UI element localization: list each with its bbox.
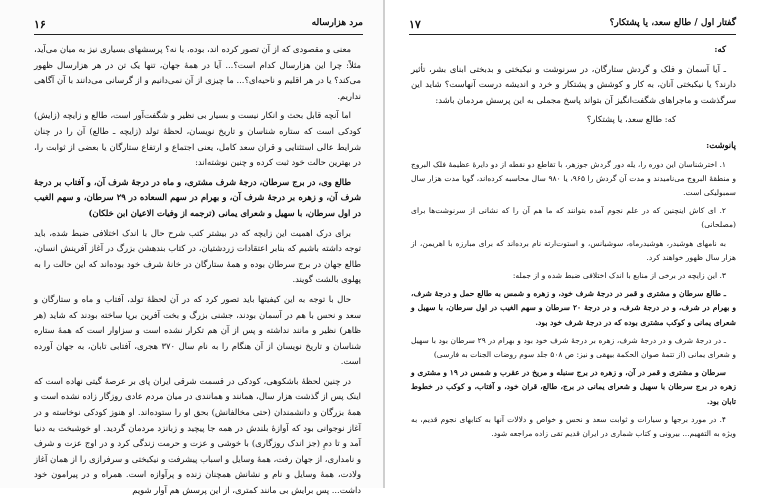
horoscope-paragraph: طالع وی، در برج سرطان، درجهٔ شرف مشتری، و ماه در درجهٔ شرف آن، و آفتاب بر درجهٔ شرف آن، و زهره بر درجهٔ شرف آن، و بهرام در سهم السعاده در ۲۹ سرطان، و سهم الغیب در اول سرطان، با سهیل و شعرای یمانی (ترجمه از وفیات الاعیان ابن خلکان) (34, 176, 361, 218)
paragraph: اما آنچه قابل بحث و انکار نیست و بسیار بی نظیر و شگفت‌آور است، طالع و زایچه (زایش) کودکی است که ستاره شناسان و تاریخ نویسان، لحظهٔ تولد (زایچه ـ طالع) آن را در چنان شرایط عالی استثنایی و قران سعد کامل، یعنی اجتماع و ارتفاع ستارگان یا بعضی از ثوابت را، در بهترین حالت خود ثبت کرده و چنین نوشته‌اند: (34, 110, 361, 168)
page-number: ۱۷ (409, 18, 421, 31)
running-head: مرد هزارساله (311, 18, 363, 28)
right-page-header (409, 18, 736, 35)
footnote: به نامهای هوشیدر، هوشیدرماه، سوشیانس، و استوت‌ارته نام برده‌اند که برای مبارزه با اهریمن، از هزار سال ظهور خواهند کرد. (411, 238, 736, 262)
intro-paragraph: ـ آیا آسمان و فلک و گردش ستارگان، در سرنوشت و نیکبختی و بدبختی ابنای بشر، تأثیر دارند؟ یا نیکبختی آنان، به کار و کوشش و پشتکار و خرد و اندیشه درست آنهاست؟ شاید این سرگذشت و ماجراهای شگفت‌انگیز آن بتواند پاسخ مجملی به این پرسش مردمان باشد: (411, 63, 736, 105)
running-head: گفتار اول / طالع سعد، یا پشتکار؟ (609, 18, 736, 28)
paragraph: در چنین لحظهٔ باشکوهی، کودکی در قسمت شرقی ایران پای بر عرصهٔ گیتی نهاده است که اینک پس از گذشت هزار سال، همانند و همانندی در میان مردم عادی روزگار زاده نشده است و همهٔ بزرگان و دانشمندان (حتی مخالفانش) بحق او را ستوده‌اند. او هنوز کودکی نوخاسته و در آغاز نوجوانی بود که آوازهٔ بلندش در همه جا پیچید و زبانزد مردمان گردید. او خوشبخت به دنیا آمد و تا دمِ (جز اندک روزگاری) با خوشی و عزت و حرمت زندگی کرد و در اوج عزت و شرف و نامداری، از جهان رفت، همهٔ وسایل و اسباب پیشرفت و نیکبختی و سرفرازی را از همان آغاز ولادت، همهٔ وسایل و نام و نشانش همچنان زنده و پرآوازه است. همراه و در پیرامون خود داشت... پس برایش بی مانند کمتری، از این پرسش هم آوار شویم (34, 375, 361, 496)
paragraph: حال با توجه به این کیفیتها باید تصور کرد که در آن لحظهٔ تولد، آفتاب و ماه و ستارگان و سعد و نحس با هم در آسمان بودند، جشنی بزرگ و بخت آفرین برپا ساخته بودند که شاید (هر ظاهر) نظیر و مانند نداشته و پس از آن هم تکرار نشده است و سزاوار است که همهٔ ستاره شناسان و تاریخ نویسان از آن هنگام را به نام سال ۳۷۰ هجری، آفتابی تابان، به جهان آورده است. (34, 293, 361, 367)
footnotes-title: پانوشت: (706, 139, 736, 150)
left-page-header (34, 18, 363, 35)
footnote: ـ در درجهٔ شرف و در درجهٔ شرف، زهره بر درجهٔ شرف خود بود و بهرام در ۲۹ سرطان بود با سهیل و شعرای یمانی (از تتمهٔ صوان الحکمة بیهقی و نیز: ص ۵۰۸ جلد سوم روضات الجنات به فارسی) (411, 335, 736, 359)
left-page-body (34, 42, 361, 496)
footnote: ۲. ای کاش اینچنین که در علم نجوم آمده بتوانند که ما هم آن را که نشانی از سرنوشت‌ها برای (مصلحانی) (411, 206, 736, 230)
footnote: سرطان و مشتری و قمر در آن، و زهره در برج سنبله و مریخ در عقرب و شمس در ۱۹ و مشتری و زهره در برج سرطان با سهیل و شعرای یمانی در برج، طالع، قران خود، و آفتاب، و کوکب در خطوط تابان بود. (411, 368, 736, 406)
right-page-body (411, 42, 736, 482)
paragraph: معنی و مقصودی که از آن تصور کرده اند، بوده، یا نه؟ پرسشهای بسیاری نیز به میان می‌آید، مثلاً: چرا این هزارسال کدام است؟... آیا در همهٔ جهان، تنها یک تن در هر هزارسال ظهور می‌کند؟ یا در هر اقلیم و ناحیه‌ای؟... ما چیزی از آن نمی‌دانیم و از گرسانی می‌دانند با آن آگاهی نداریم. (34, 44, 361, 101)
left-page (0, 0, 383, 496)
question-line: که: طالع سعد، یا پشتکار؟ (586, 114, 676, 125)
footnote: ۱. اخترشناسان این دوره را، یله دور گردش جوزهر، با تقاطع دو نقطه از دو دایرهٔ عظیمهٔ فلک البروج و منطقهٔ البروج می‌نامیدند و مدت آن گردش را ۹۶۵، یا ۹۸۰ سال محاسبه کرده‌اند، گویا مدت هزار سال سمبولیکی است. (411, 159, 736, 197)
ka-label: که: (714, 44, 726, 54)
footnote: ـ طالع سرطان و مشتری و قمر در درجهٔ شرف خود، و زهره و شمس به طالع حمل و درجهٔ شرف، و بهرام در شرف، و در درجهٔ شرف، و در درجهٔ ۲۰ سرطان و سهم الغیب در اول سرطان، با سهیل و شعرای یمانی و کوکب مشتری بوده که در درجهٔ شرف خود بود. (411, 289, 736, 327)
right-page (385, 0, 768, 488)
paragraph: برای درک اهمیت این زایچه که در بیشتر کتب شرح حال با اندک اختلافی ضبط شده، باید توجه داشته باشیم که بنابر اعتقادات زردشتیان، در کتاب بندهشن بزرگ در آغاز آفرینش انسان، طالع جهان در برج سرطان بوده و همهٔ ستارگان در خانهٔ شرف خود بوده‌اند که این حالت را به پهلوی بالشت گویند. (34, 227, 361, 285)
page-number: ۱۶ (34, 18, 46, 31)
footnote: ۴. در مورد برجها و سیارات و ثوابت سعد و نحس و خواص و دلالات آنها به کتابهای نجوم قدیم، به ویژه به التفهیم... بیرونی و کتاب شماری در ایران قدیم تقی زاده مراجعه شود. (411, 414, 736, 439)
footnote: ۳. این زایچه در برخی از منابع با اندک اختلافی ضبط شده و از جمله: (512, 270, 726, 280)
